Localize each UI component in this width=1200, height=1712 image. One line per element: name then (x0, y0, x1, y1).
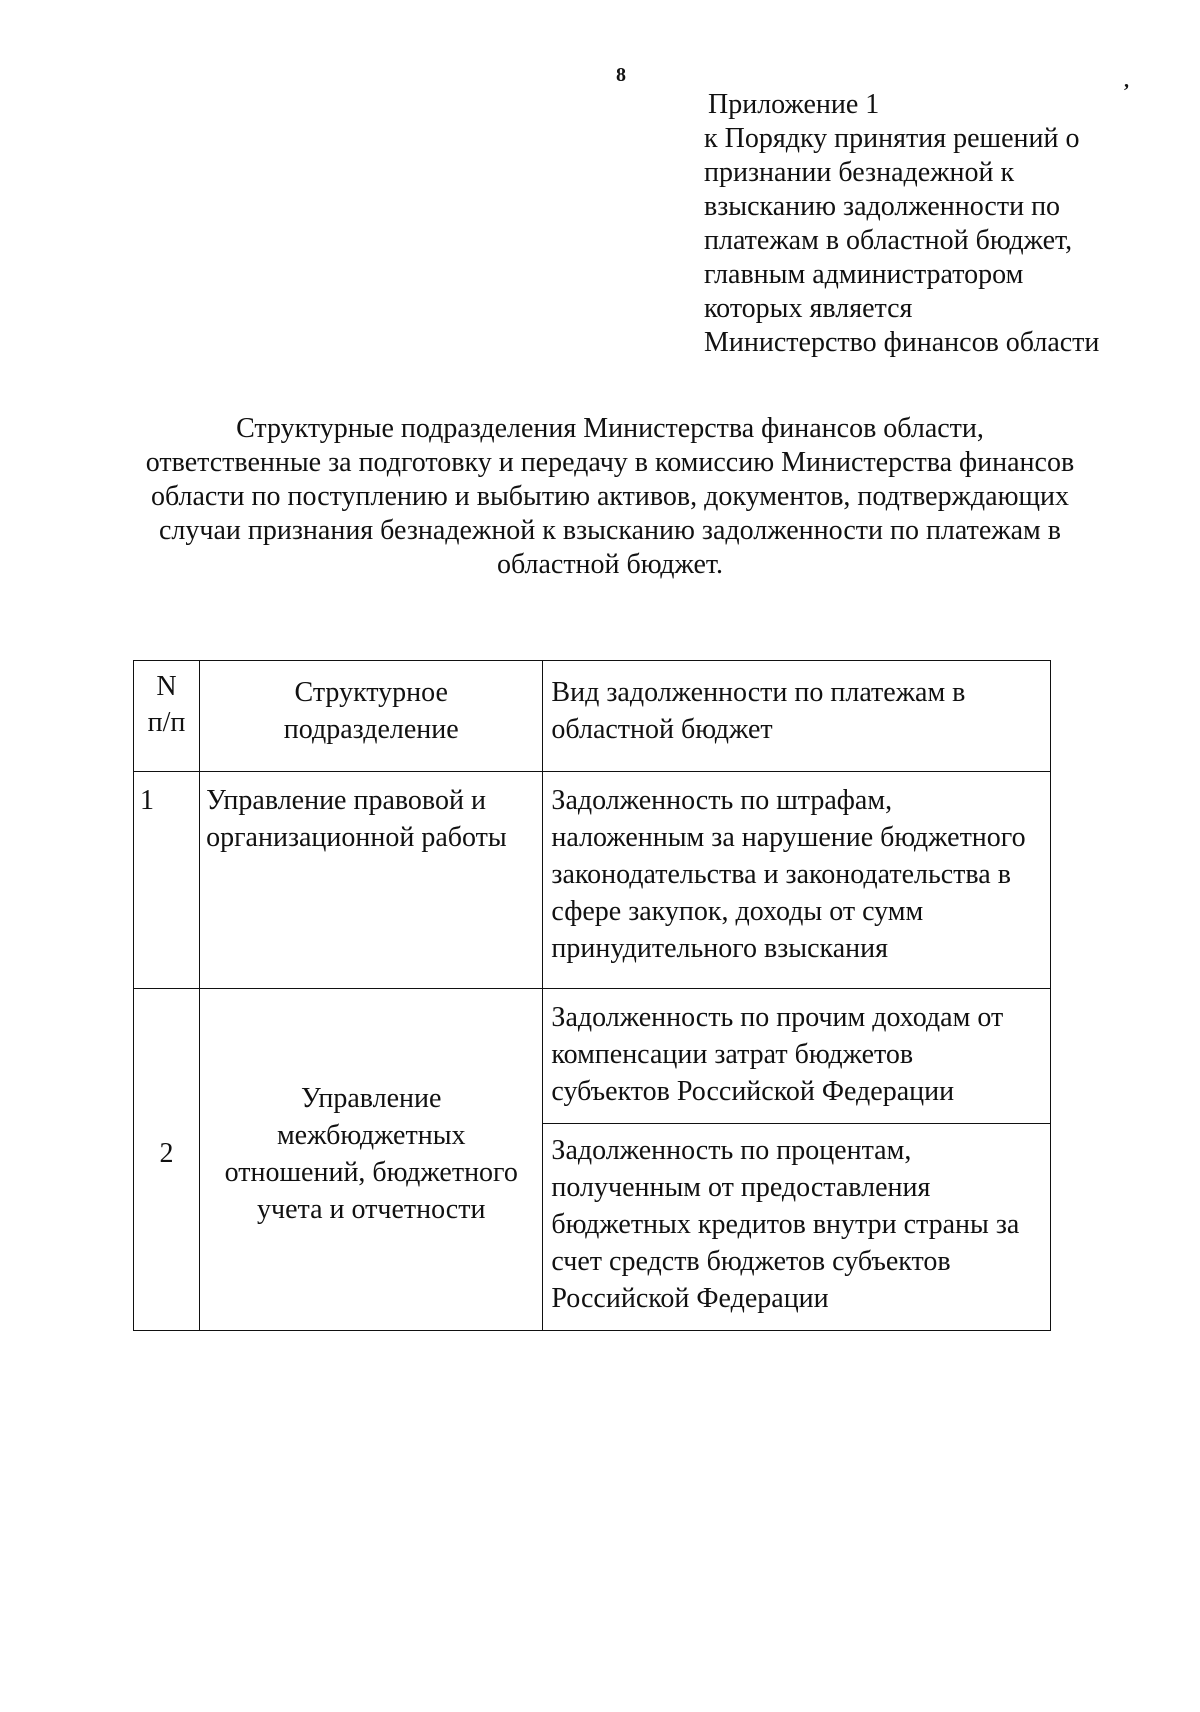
row-debt-kind (543, 989, 1051, 1124)
header-debt-kind-line: Вид задолженности по платежам в (551, 677, 966, 708)
header-department-line: Структурное (294, 677, 448, 708)
appendix-line: платежам в областной бюджет, (704, 225, 1073, 256)
debt-kind-line: счет средств бюджетов субъектов (551, 1246, 951, 1277)
department-line: Управление правовой и (206, 785, 486, 816)
document-title (120, 412, 1100, 582)
stray-mark: , (1124, 70, 1129, 92)
appendix-line: Министерство финансов области (704, 327, 1100, 358)
department-line: Управление (301, 1082, 442, 1114)
department-line: организационной работы (206, 822, 507, 853)
department-line: учета и отчетности (257, 1193, 486, 1225)
debt-kind-line: Задолженность по штрафам, (551, 785, 893, 816)
department-line: отношений, бюджетного (224, 1156, 518, 1188)
department-line: межбюджетных (276, 1119, 466, 1151)
row-department (200, 772, 543, 989)
header-number (134, 661, 200, 772)
debt-kind-line: наложенным за нарушение бюджетного (551, 822, 1026, 853)
debt-kind-line: Задолженность по процентам, (551, 1135, 912, 1166)
debt-kind-line: Задолженность по прочим доходам от (551, 1002, 1004, 1033)
header-number-line: N (156, 671, 177, 702)
table-row (134, 989, 1051, 1124)
row-number: 1 (134, 772, 200, 989)
table-row (134, 772, 1051, 989)
appendix-block (704, 88, 1164, 360)
title-line: Структурные подразделения Министерства финансов области, (236, 413, 984, 444)
header-debt-kind (543, 661, 1051, 772)
debt-kind-line: субъектов Российской Федерации (551, 1076, 955, 1107)
header-number-line: п/п (147, 707, 186, 738)
debt-kind-line: Российской Федерации (551, 1283, 829, 1314)
row-debt-kind (543, 772, 1051, 989)
row-debt-kind (543, 1124, 1051, 1331)
debt-kind-line: сфере закупок, доходы от сумм (551, 896, 924, 927)
structure-table (133, 660, 1051, 1331)
page-number: 8 (616, 64, 626, 86)
debt-kind-line: компенсации затрат бюджетов (551, 1039, 914, 1070)
debt-kind-line: принудительного взыскания (551, 933, 888, 964)
appendix-line: Приложение 1 (708, 89, 880, 120)
appendix-line: главным администратором (704, 259, 1024, 290)
appendix-line: которых является (704, 293, 913, 324)
appendix-line: к Порядку принятия решений о (704, 123, 1080, 154)
title-line: ответственные за подготовку и передачу в комиссию Министерства финансов (145, 447, 1075, 478)
header-department-line: подразделение (283, 714, 459, 745)
header-debt-kind-line: областной бюджет (551, 714, 773, 745)
appendix-line: взысканию задолженности по (704, 191, 1061, 222)
title-line: области по поступлению и выбытию активов, документов, подтверждающих (150, 481, 1070, 512)
title-line: случаи признания безнадежной к взысканию задолженности по платежам в (159, 515, 1061, 546)
row-department (200, 989, 543, 1331)
debt-kind-line: законодательства и законодательства в (551, 859, 1011, 890)
header-department (200, 661, 543, 772)
debt-kind-line: бюджетных кредитов внутри страны за (551, 1209, 1020, 1240)
table-header-row (134, 661, 1051, 772)
row-number: 2 (134, 989, 200, 1331)
title-line: областной бюджет. (496, 549, 724, 580)
debt-kind-line: полученным от предоставления (551, 1172, 931, 1203)
appendix-line: признании безнадежной к (704, 157, 1015, 188)
